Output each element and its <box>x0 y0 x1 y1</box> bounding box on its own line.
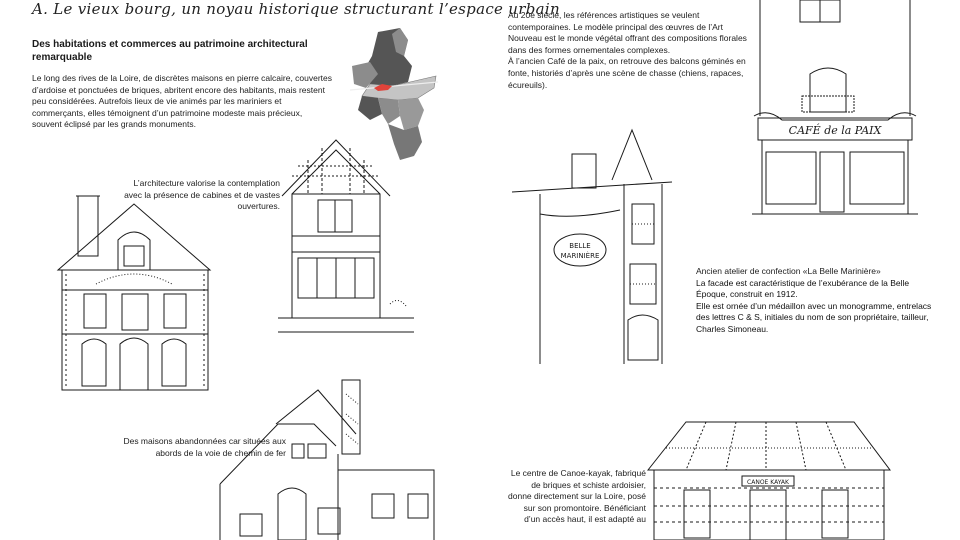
mariniere-caption-2: La facade est caractéristique de l’exubérance de la Belle Époque, construit en 1912. <box>696 277 910 300</box>
mariniere-caption <box>696 266 936 336</box>
cafe-de-la-paix-drawing <box>752 0 918 226</box>
mariniere-caption-3: Elle est ornée d’un médaillon avec un monogramme, entrelacs des lettres C & S, initiales du nom de son propriétaire, tailleur, Charles Simoneau. <box>696 300 932 334</box>
section-subtitle: Des habitations et commerces au patrimoine architectural remarquable <box>32 39 308 63</box>
cafe-sign-text: CAFÉ de la PAIX <box>788 124 882 137</box>
mariniere-caption-1: Ancien atelier de confection «La Belle Marinière» <box>696 266 881 276</box>
architecture-caption: L’architecture valorise la contemplation avec la présence de cabines et de vastes ouvertures. <box>124 178 280 212</box>
intro-paragraph: Le long des rives de la Loire, de discrètes maisons en pierre calcaire, couvertes d’ardoise et ponctuées de briques, abritent encore des habitants, mais restent peu considérées. Autrefois lieux de vie animés par les mariniers et commerçants, elles témoignent d’un patrimoine modeste mais précieux, souvent éclipsé par les grands monuments. <box>32 73 333 130</box>
art-nouveau-paragraph <box>508 10 748 91</box>
belle-mariniere-drawing <box>512 124 680 364</box>
abandoned-caption: Des maisons abandonnées car situées aux abords de la voie de chemin de fer <box>123 436 286 458</box>
timbered-villa-drawing <box>278 136 414 346</box>
mariniere-sign-line1: BELLE <box>569 242 591 250</box>
cafe-balcony-text: À l’ancien Café de la paix, on retrouve des balcons géminés en fonte, historiés d’après une scène de chasse (chiens, rapaces, écureuils). <box>508 56 746 90</box>
abandoned-house-drawing <box>218 374 436 540</box>
page-title: A. Le vieux bourg, un noyau historique structurant l’espace urbain <box>32 0 560 18</box>
mariniere-sign-line2: MARINIÈRE <box>560 252 600 260</box>
canoe-kayak-center-drawing <box>646 418 892 540</box>
canoe-caption: Le centre de Canoe-kayak, fabriqué de briques et schiste ardoisier, donne directement sur la Loire, posé sur son promontoire. Bénéficiant d’un accès haut, il est adapté au <box>508 468 646 525</box>
townhouse-drawing <box>56 194 214 394</box>
canoe-sign-text: CANOE KAYAK <box>747 479 789 486</box>
art-nouveau-text: Au 20e siècle, les références artistiques se veulent contemporaines. Le modèle principal des œuvres de l’Art Nouveau est le monde végétal offrant des compositions florales dans des formes ornementales complexes. <box>508 10 747 55</box>
